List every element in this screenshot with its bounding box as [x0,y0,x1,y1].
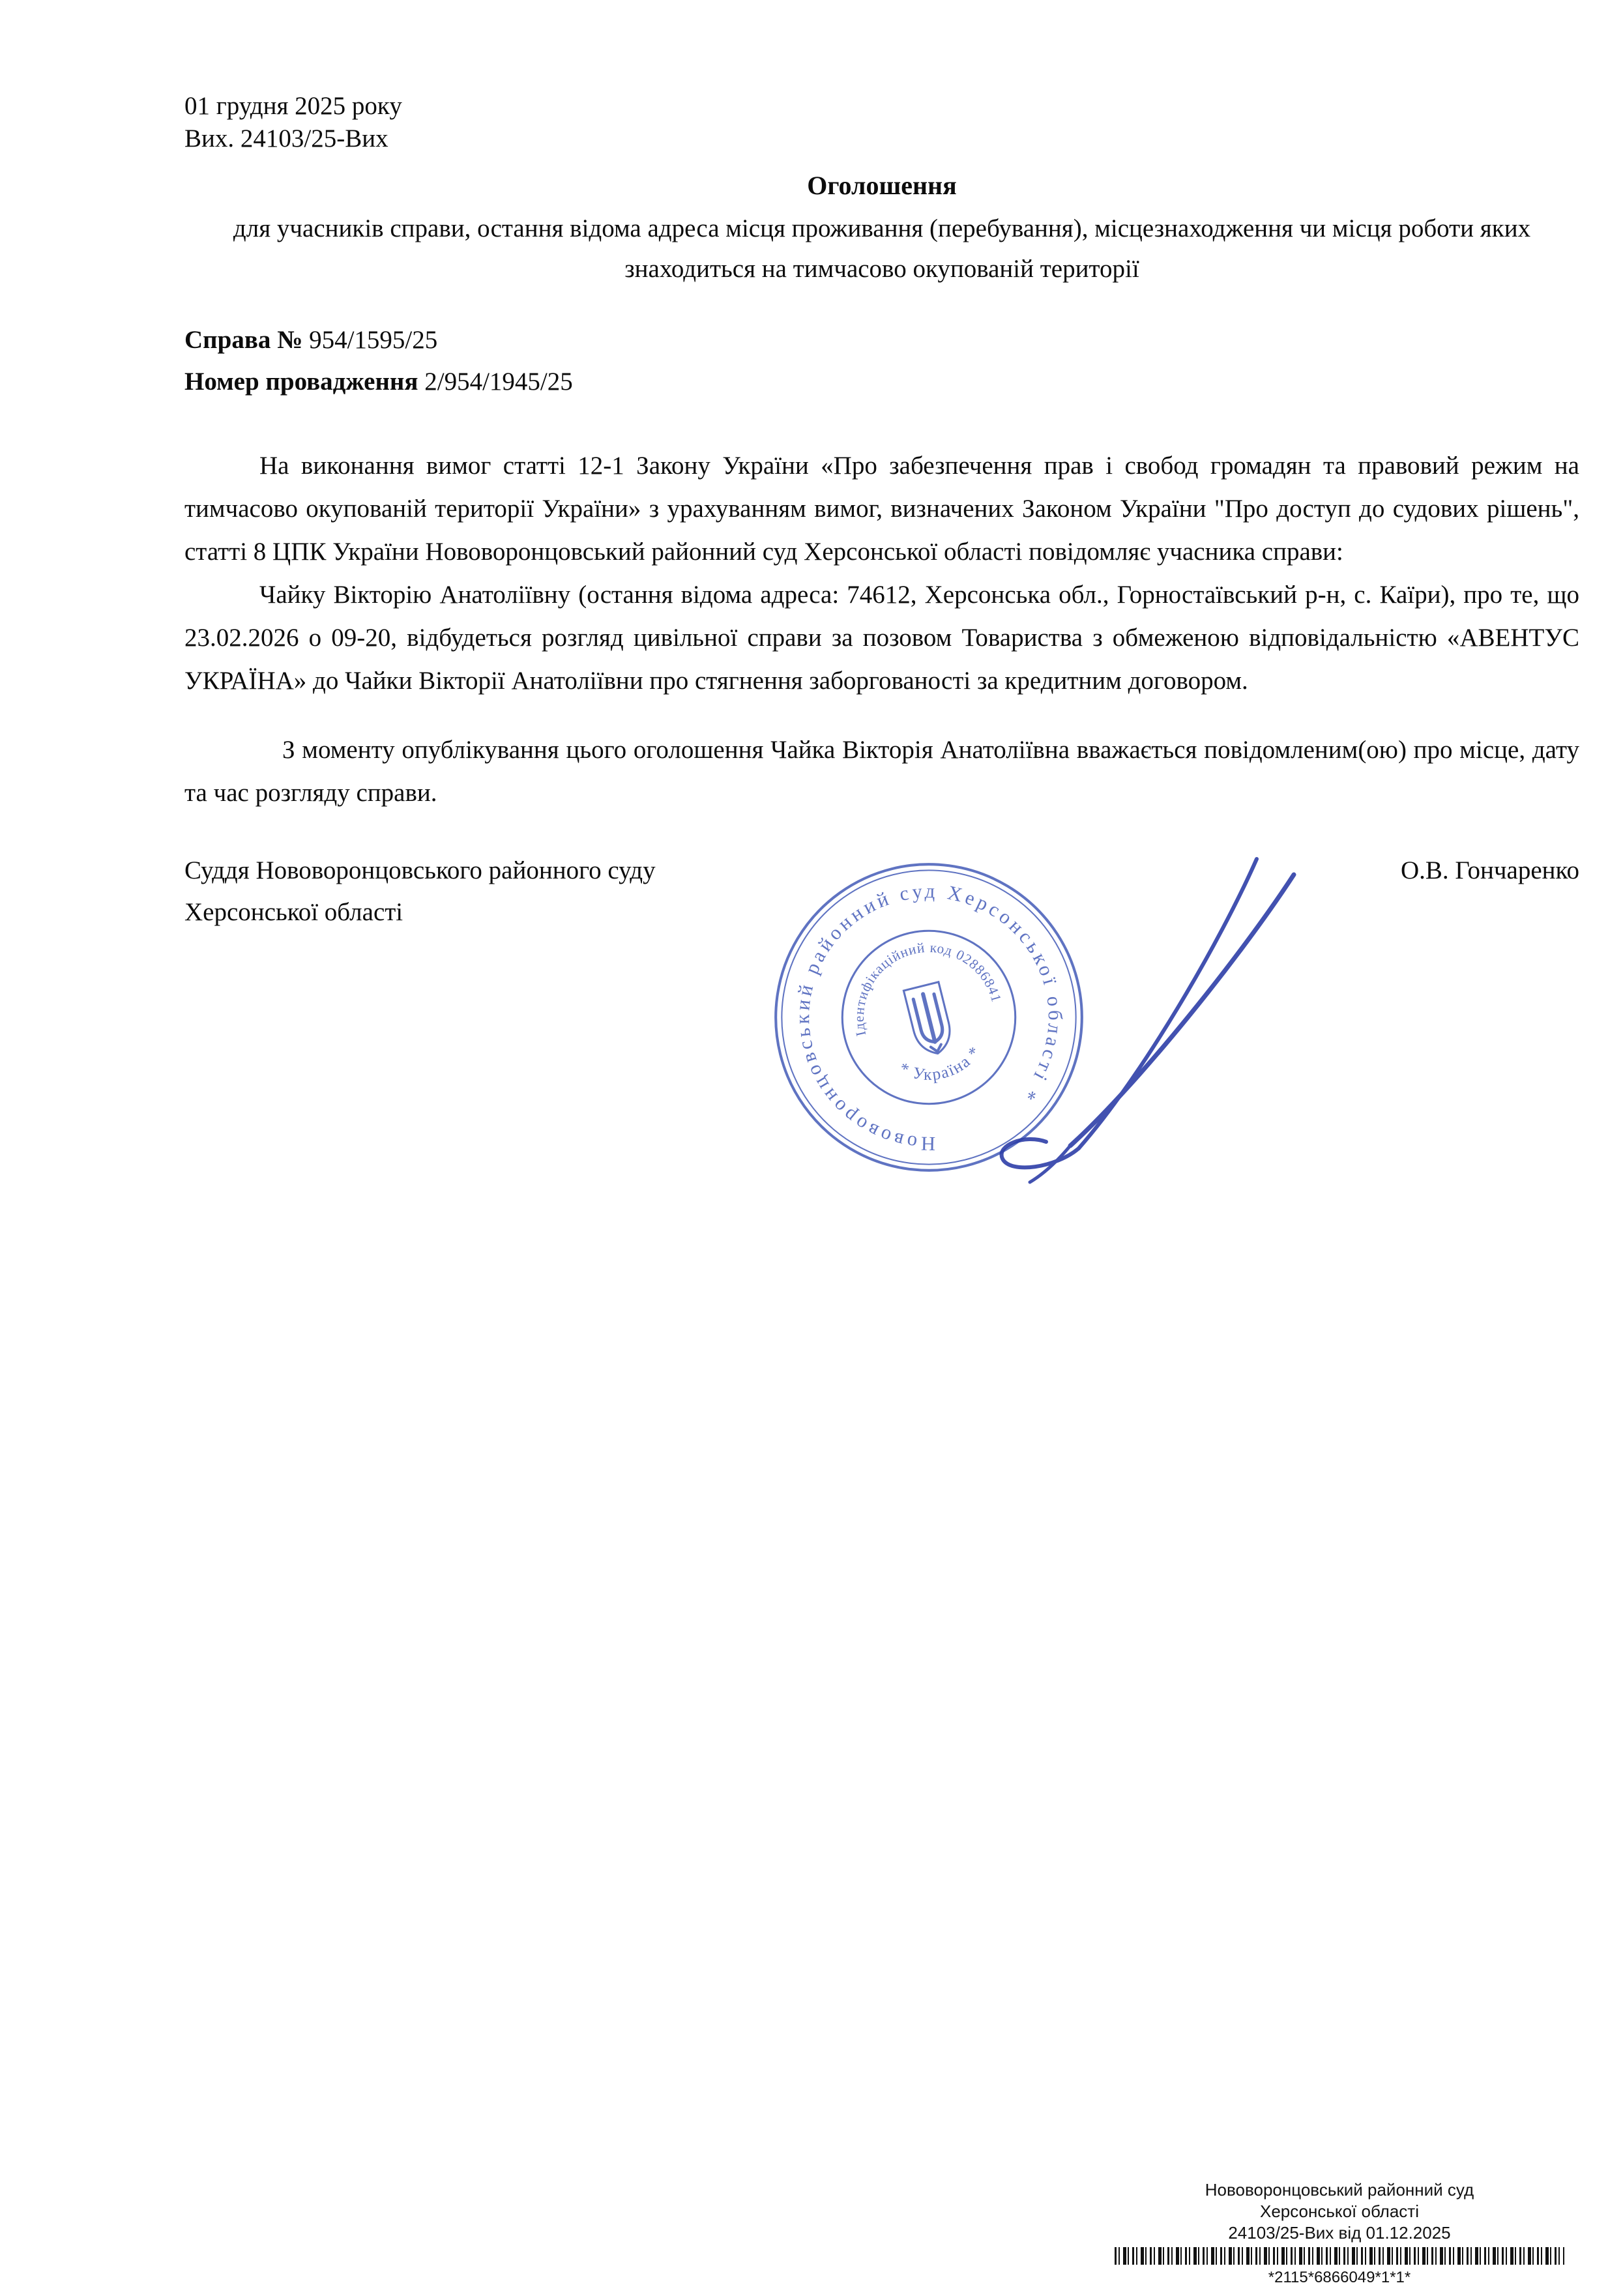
document-content [184,90,1579,933]
footer-court-line1: Нововоронцовський районний суд [1205,2180,1474,2200]
proceeding-number-line [184,361,1579,403]
footer-court-line2: Херсонської області [1260,2202,1419,2221]
stamp-ring-text: Нововоронцовський районний суд Херсонської області * [791,880,1066,1155]
barcode [1115,2247,1564,2265]
registration-footer [1082,2179,1597,2288]
stamp-inner-ring-text: Ідентифікаційний код 02886841 [851,939,1005,1038]
barcode-text: *2115*6866049*1*1* [1268,2269,1411,2286]
judge-name: О.В. Гончаренко [1401,856,1579,884]
judge-title-line2: Херсонської області [184,898,403,926]
document-date: 01 грудня 2025 року [184,92,402,120]
body-paragraph-1: На виконання вимог статті 12-1 Закону України «Про забезпечення прав і свобод громадян та правовий режим на тимчасово окупованій території України» з урахуванням вимог, визначених Законом України "Про доступ до судових рішень", статті 8 ЦПК України Нововоронцовський районний суд Херсонської області повідомляє учасника справи: [184,452,1579,566]
judge-title [184,850,656,933]
case-number-line [184,319,1579,361]
footer-doc-reference: 24103/25-Вих від 01.12.2025 [1228,2223,1451,2243]
judge-signature [913,834,1343,1199]
reference-block [184,90,1579,155]
case-number-value: 954/1595/25 [309,326,438,354]
document-title: Оголошення [807,171,957,200]
proceeding-number-label: Номер провадження [184,368,418,396]
document-subtitle: для учасників справи, остання відома адреса місця проживання (перебування), місцезнаходження чи місця роботи яких знаходиться на тимчасово окупованій території [233,214,1531,283]
judge-title-line1: Суддя Нововоронцовського районного суду [184,856,656,884]
proceeding-number-value: 2/954/1945/25 [424,368,573,396]
stamp-country-text: * Україна * [896,1042,985,1084]
case-number-label: Справа № [184,326,303,354]
case-block [184,319,1579,403]
outgoing-number: Вих. 24103/25-Вих [184,124,388,153]
body-paragraph-3: З моменту опублікування цього оголошення Чайка Вікторія Анатоліївна вважається повідомленим(ою) про місце, дату та час розгляду справи. [184,736,1579,807]
body-paragraph-2: Чайку Вікторію Анатоліївну (остання відома адреса: 74612, Херсонська обл., Горностаївський р-н, с. Каїри), про те, що 23.02.2026 о 09-20, відбудеться розгляд цивільної справи за позовом Товариства з обмеженою відповідальністю «АВЕНТУС УКРАЇНА» до Чайки Вікторії Анатоліївни про стягнення заборгованості за кредитним договором. [184,581,1579,695]
